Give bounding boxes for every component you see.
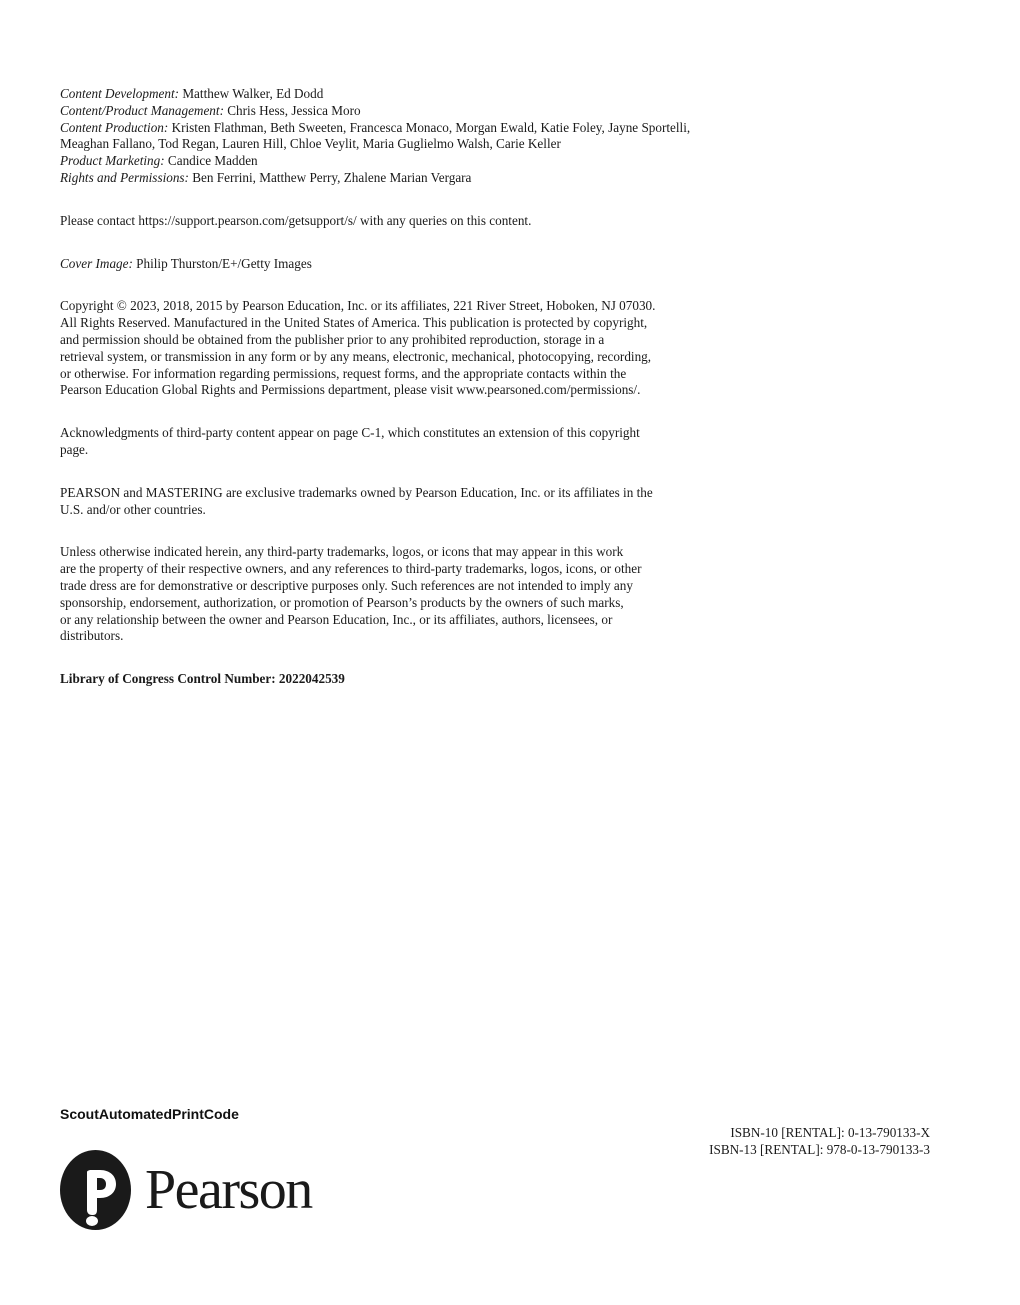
isbn-block bbox=[709, 1125, 930, 1158]
credit-value: Chris Hess, Jessica Moro bbox=[227, 102, 361, 118]
isbn-13: ISBN-13 [RENTAL]: 978-0-13-790133-3 bbox=[709, 1141, 930, 1157]
credit-label: Content/Product Management: bbox=[60, 102, 224, 118]
cover-image-value: Philip Thurston/E+/Getty Images bbox=[136, 255, 312, 271]
cover-image-credit bbox=[60, 256, 760, 273]
pearson-logo bbox=[60, 1150, 312, 1230]
credit-value: Kristen Flathman, Beth Sweeten, Francesca Monaco, Morgan Ewald, Katie Foley, Jayne Sportelli, Meaghan Fallano, Tod Regan, Lauren Hill, Chloe Veylit, Maria Guglielmo Walsh, Carie Keller bbox=[60, 119, 691, 152]
credit-value: Ben Ferrini, Matthew Perry, Zhalene Marian Vergara bbox=[192, 169, 472, 185]
third-party-paragraph: Unless otherwise indicated herein, any third-party trademarks, logos, or icons that may appear in this work are the property of their respective owners, and any references to third-party trademarks, logos, icons, or other trade dress are for demonstrative or descriptive purposes only. Such references are not intended to imply any sponsorship, endorsement, authorization, or promotion of Pearson’s products by the owners of such marks, or any relationship between the owner and Pearson Education, Inc., or its affiliates, authors, licensees, or distributors. bbox=[60, 544, 642, 644]
copyright-page-body bbox=[60, 86, 760, 688]
credit-content-development bbox=[60, 86, 760, 103]
credits-block bbox=[60, 86, 760, 187]
pearson-p-logo-icon bbox=[60, 1150, 131, 1230]
credit-content-production bbox=[60, 120, 760, 154]
credit-label: Rights and Permissions: bbox=[60, 169, 189, 185]
credit-content-product-management bbox=[60, 103, 760, 120]
acknowledgments-paragraph: Acknowledgments of third-party content appear on page C-1, which constitutes an extension of this copyright page. bbox=[60, 425, 640, 457]
credit-rights-permissions bbox=[60, 170, 760, 187]
loc-control-number: Library of Congress Control Number: 2022042539 bbox=[60, 671, 345, 687]
credit-product-marketing bbox=[60, 153, 760, 170]
contact-paragraph: Please contact https://support.pearson.com/getsupport/s/ with any queries on this content. bbox=[60, 212, 532, 228]
credit-label: Product Marketing: bbox=[60, 153, 165, 169]
print-code: ScoutAutomatedPrintCode bbox=[60, 1106, 239, 1122]
credit-value: Matthew Walker, Ed Dodd bbox=[182, 86, 324, 101]
trademarks-paragraph: PEARSON and MASTERING are exclusive trademarks owned by Pearson Education, Inc. or its affiliates in the U.S. and/or other countries. bbox=[60, 484, 653, 517]
credit-label: Content Production: bbox=[60, 119, 169, 135]
credit-value: Candice Madden bbox=[167, 153, 258, 169]
copyright-paragraph: Copyright © 2023, 2018, 2015 by Pearson Education, Inc. or its affiliates, 221 River Street, Hoboken, NJ 07030. All Rights Reserved. Manufactured in the United States of America. This publication is protected by copyright, and permission should be obtained from the publisher prior to any prohibited reproduction, storage in a retrieval system, or transmission in any form or by any means, electronic, mechanical, photocopying, recording, or otherwise. For information regarding permissions, request forms, and the appropriate contacts within the Pearson Education Global Rights and Permissions department, please visit www.pearsoned.com/permissions/. bbox=[60, 298, 656, 398]
isbn-10: ISBN-10 [RENTAL]: 0-13-790133-X bbox=[730, 1125, 930, 1140]
pearson-wordmark: Pearson bbox=[145, 1159, 312, 1221]
credit-label: Content Development: bbox=[60, 86, 180, 101]
cover-image-label: Cover Image: bbox=[60, 255, 133, 271]
